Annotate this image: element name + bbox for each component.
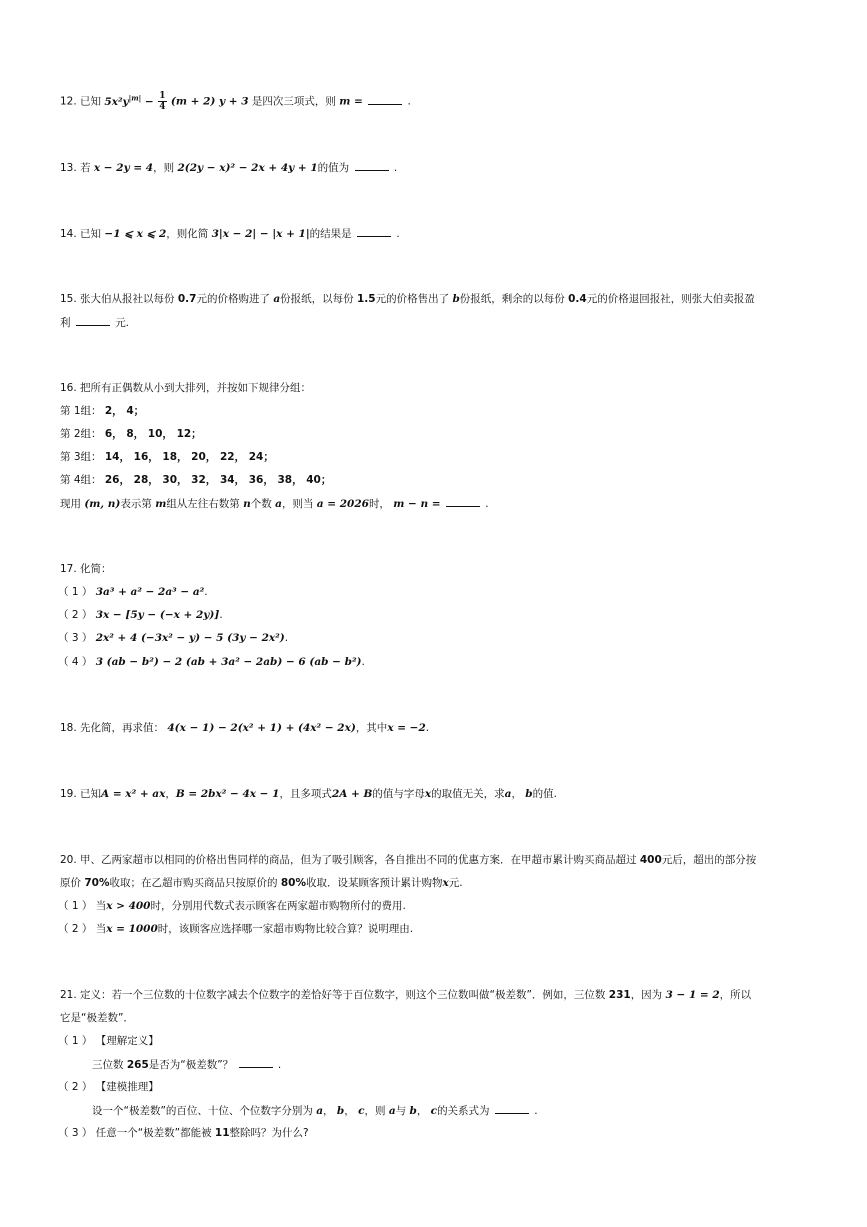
sub-text: 时，该顾客应选择哪一家超市购物比较合算？说明理由. (157, 923, 414, 935)
question-21-line-2: 它是“极差数”． (60, 1012, 134, 1024)
group-label: 第 1组： (60, 405, 102, 417)
q21-text: ，所以 (719, 989, 752, 1001)
q19-sep: ， (165, 788, 176, 800)
expression: 2x² + 4 (−3x² − y) − 5 (3y − 2x²) (95, 632, 285, 644)
q20-var: x (442, 877, 449, 889)
sub-question-17-4 (58, 654, 365, 670)
q15-text: 元的价格售出了 (375, 293, 453, 305)
q16-var: a (275, 498, 282, 510)
sub-num: （ 3 ） (58, 632, 93, 644)
answer-blank[interactable] (495, 1102, 529, 1114)
question-15-line-2 (60, 314, 129, 331)
sub-question-21-1: （ 1 ） 【理解定义】 (58, 1035, 159, 1047)
question-20-line-2 (60, 875, 463, 891)
q15-text: 元的价格退回报社，则张大伯卖报盈 (586, 293, 755, 305)
q20-text: 元. (448, 877, 463, 889)
question-12 (60, 90, 411, 112)
answer-blank[interactable] (368, 93, 402, 105)
q16-var: (m, n) (84, 498, 121, 510)
q21-var: a (316, 1105, 324, 1117)
q16-var: m − n = (393, 498, 441, 510)
q16-var: n (243, 498, 251, 510)
sub-question-21-1-body (92, 1056, 281, 1073)
q21-num: 265 (126, 1059, 149, 1071)
sub-num: （ 1 ） (58, 586, 93, 598)
q21-text: ， (323, 1105, 337, 1117)
q20-text: 原价 (60, 877, 85, 889)
answer-blank[interactable] (446, 495, 480, 507)
q20-num: 80% (280, 877, 306, 889)
q15-text: 元的价格购进了 (196, 293, 274, 305)
q18-text-2: ，其中 (355, 722, 388, 734)
q19-var: a (504, 788, 512, 800)
sub-question-17-3 (58, 630, 288, 646)
answer-blank[interactable] (76, 314, 110, 326)
sub-formula: x = 1000 (106, 923, 158, 935)
q19-var: x (424, 788, 432, 800)
q21-num: 231 (608, 989, 631, 1001)
sub-question-17-1 (58, 584, 208, 600)
question-21-line-1 (60, 987, 751, 1003)
q18-text: 18. 先化简，再求值： (60, 722, 168, 734)
group-row-4 (60, 472, 331, 488)
q21-text: 21. 定义：若一个三位数的十位数字减去个位数字的差恰好等于百位数字，则这个三位数叫做“极差数”．例如，三位数 (60, 989, 609, 1001)
q15-var: a (273, 293, 281, 305)
q20-num: 400 (639, 854, 662, 866)
q21-var: c (358, 1105, 365, 1117)
q12-text: 12. 已知 (60, 95, 102, 108)
q13-end: . (393, 162, 398, 174)
q20-text: 收取．设某顾客预计累计购物 (305, 877, 443, 889)
question-17-title: 17. 化简： (60, 563, 112, 575)
q21-text: ， (416, 1105, 431, 1117)
q13-text-3: 的值为 (317, 162, 350, 174)
group-label: 第 4组： (60, 474, 102, 486)
q15-text: 份报纸，剩余的以每份 (459, 293, 569, 305)
q15-text: 15. 张大伯从报社以每份 (60, 293, 178, 305)
q21-text: 整除吗？为什么? (229, 1127, 309, 1139)
q21-var: b (336, 1105, 345, 1117)
q18-formula-2: x = −2 (387, 722, 426, 734)
q15-var: b (452, 293, 460, 305)
q16-end: . (485, 498, 489, 510)
group-row-2 (60, 426, 202, 442)
answer-blank[interactable] (357, 225, 391, 237)
q12-formula: $5x^2y^{|m|}$ − (104, 93, 158, 108)
q19-formula-2: B = 2bx² − 4x − 1 (175, 788, 280, 800)
q12-formula-2: (m + 2) y + 3 (170, 95, 249, 108)
q19-sep: ， (511, 788, 526, 800)
q21-text: ，因为 (630, 989, 666, 1001)
q15-num: 1.5 (356, 293, 376, 305)
q21-text: 的关系式为 (437, 1105, 490, 1117)
q19-text-2: ，且多项式 (279, 788, 332, 800)
q19-text-4: 的取值无关，求 (431, 788, 505, 800)
q14-end: . (396, 228, 400, 240)
q14-formula-2: 3|x − 2| − |x + 1| (211, 228, 310, 240)
q16-text: 个数 (250, 498, 276, 510)
end: . (204, 586, 208, 598)
q14-text: 14. 已知 (60, 228, 102, 240)
q16-var: m (155, 498, 167, 510)
answer-blank[interactable] (355, 159, 389, 171)
q18-formula: 4(x − 1) − 2(x² + 1) + (4x² − 2x) (167, 722, 356, 734)
q21-text: 与 (395, 1105, 410, 1117)
question-14 (60, 225, 400, 242)
sub-question-21-3 (58, 1125, 309, 1141)
q13-text-2: ，则 (153, 162, 175, 174)
q19-text: 19. 已知 (60, 788, 102, 800)
sub-question-21-2: （ 2 ） 【建模推理】 (58, 1081, 159, 1093)
q13-formula-2: 2(2y − x)² − 2x + 4y + 1 (177, 162, 318, 174)
sub-question-21-2-body (92, 1102, 538, 1119)
sub-text: （ 2 ） 当 (58, 923, 107, 935)
expression: 3a³ + a² − 2a³ − a² (95, 586, 205, 598)
q16-text: ，则当 (281, 498, 317, 510)
sub-num: （ 4 ） (58, 656, 93, 668)
end: . (219, 609, 223, 621)
q19-formula: A = x² + ax (101, 788, 166, 800)
sub-question-20-1 (58, 898, 406, 914)
q21-formula: 3 − 1 = 2 (665, 989, 720, 1001)
group-label: 第 2组： (60, 428, 102, 440)
group-values: 26， 28， 30， 32， 34， 36， 38， 40； (104, 474, 332, 486)
q12-text-2: 是四次三项式，则 (251, 95, 336, 108)
question-19 (60, 786, 557, 802)
q16-var: a = 2026 (316, 498, 369, 510)
q21-text: 三位数 (92, 1059, 127, 1071)
q19-var: b (525, 788, 533, 800)
sub-formula: x > 400 (106, 900, 151, 912)
q16-text: 组从左往右数第 (166, 498, 244, 510)
question-16-intro: 16. 把所有正偶数从小到大排列，并按如下规律分组： (60, 382, 312, 394)
q12-formula-3: m = (339, 95, 363, 108)
question-13 (60, 159, 397, 176)
q21-var: c (430, 1105, 438, 1117)
group-values: 6， 8， 10， 12； (104, 428, 202, 440)
expression: 3 (ab − b²) − 2 (ab + 3a² − 2ab) − 6 (ab − b²) (95, 656, 362, 668)
q21-end: . (277, 1059, 282, 1071)
q15-num: 0.7 (177, 293, 197, 305)
sub-question-17-2 (58, 607, 223, 623)
q15-num: 0.4 (568, 293, 587, 305)
end: . (284, 632, 289, 644)
sub-question-20-2 (58, 921, 413, 937)
group-row-3 (60, 449, 274, 465)
q13-formula: x − 2y = 4 (93, 162, 154, 174)
q21-text: 是否为“极差数”？ (148, 1059, 234, 1071)
q19-text-3: 的值与字母 (372, 788, 425, 800)
q16-text: 现用 (60, 498, 85, 510)
q15-text: 份报纸，以每份 (280, 293, 357, 305)
q16-text: 时， (368, 498, 394, 510)
q19-end: 的值. (532, 788, 557, 800)
q15-text: 利 (60, 317, 71, 329)
q21-text: 设一个“极差数”的百位、十位、个位数字分别为 (92, 1105, 317, 1117)
q18-end: . (425, 722, 430, 734)
group-row-1 (60, 403, 144, 419)
q21-text: ， (344, 1105, 359, 1117)
q21-num: 11 (214, 1127, 230, 1139)
q21-text: ，则 (364, 1105, 389, 1117)
q20-text: 收取；在乙超市购买商品只按原价的 (109, 877, 281, 889)
group-values: 14， 16， 18， 20， 22， 24； (104, 451, 274, 463)
q21-end: . (534, 1105, 538, 1117)
q20-num: 70% (84, 877, 110, 889)
q20-text: 元后，超出的部分按 (661, 854, 757, 866)
q16-text: 表示第 (120, 498, 156, 510)
question-16-last (60, 495, 489, 512)
question-18 (60, 720, 429, 736)
sub-text: 时，分别用代数式表示顾客在两家超市购物所付的费用. (150, 900, 406, 912)
fraction: $\frac{1}{4}$ (159, 91, 166, 112)
sub-text: （ 1 ） 当 (58, 900, 107, 912)
q20-text: 20. 甲、乙两家超市以相同的价格出售同样的商品，但为了吸引顾客，各自推出不同的优惠方案．在甲超市累计购买商品超过 (60, 854, 640, 866)
question-20-line-1 (60, 852, 756, 868)
q19-formula-3: 2A + B (331, 788, 373, 800)
q21-text: （ 3 ） 任意一个“极差数”都能被 (58, 1127, 215, 1139)
q15-text: 元. (115, 317, 130, 329)
q14-formula: −1 ⩽ x ⩽ 2 (104, 228, 167, 240)
q14-text-3: 的结果是 (309, 228, 352, 240)
group-values: 2， 4； (104, 405, 145, 417)
q14-text-2: ，则化简 (166, 228, 209, 240)
q21-var: a (388, 1105, 396, 1117)
q21-var: b (409, 1105, 417, 1117)
question-15-line-1 (60, 291, 755, 307)
sub-num: （ 2 ） (58, 609, 93, 621)
expression: 3x − [5y − (−x + 2y)] (95, 609, 220, 621)
end: . (361, 656, 365, 668)
answer-blank[interactable] (239, 1056, 273, 1068)
group-label: 第 3组： (60, 451, 102, 463)
q13-text: 13. 若 (60, 162, 91, 174)
q12-end: . (407, 95, 411, 108)
